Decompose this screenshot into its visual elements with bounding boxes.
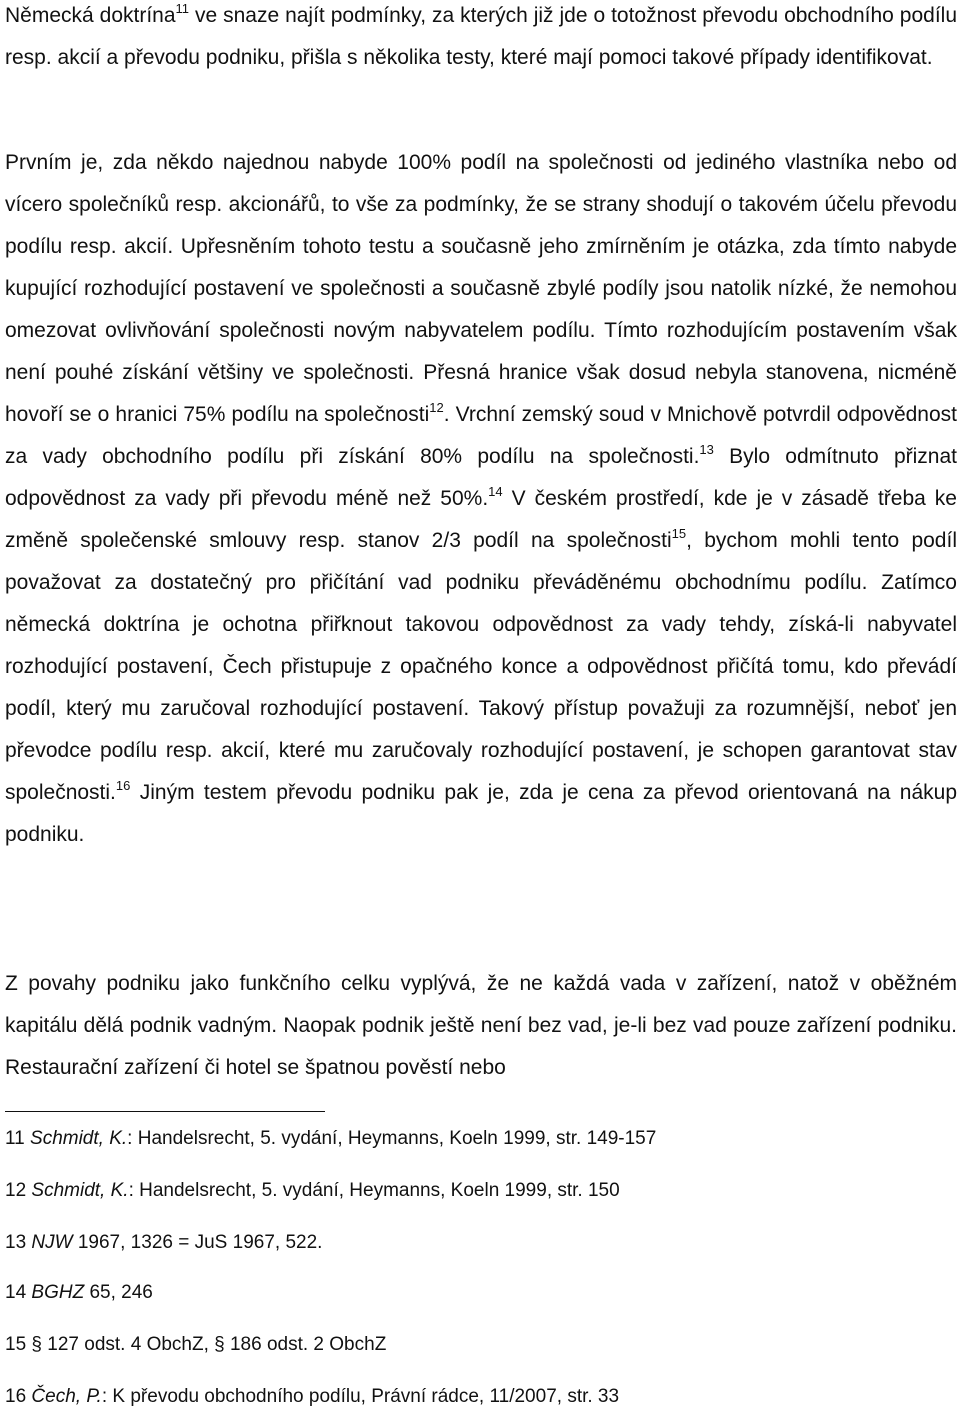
- footnote-author: NJW: [31, 1232, 73, 1253]
- footnote-text: § 127 odst. 4 ObchZ, § 186 odst. 2 ObchZ: [31, 1334, 387, 1355]
- footnote-14: [5, 1281, 153, 1305]
- footnote-text: : Handelsrecht, 5. vydání, Heymanns, Koeln 1999, str. 150: [128, 1180, 620, 1201]
- paragraph-enterprise-defects: [5, 963, 957, 1089]
- footnote-number: 11: [5, 1128, 25, 1149]
- footnote-number: 12: [5, 1180, 27, 1201]
- p1-text-a: Německá doktrína: [5, 4, 176, 27]
- footnote-text: 1967, 1326 = JuS 1967, 522.: [72, 1232, 323, 1253]
- footnote-ref-15[interactable]: 15: [671, 526, 687, 541]
- footnote-text: : Handelsrecht, 5. vydání, Heymanns, Koeln 1999, str. 149-157: [127, 1128, 657, 1149]
- footnote-13: [5, 1231, 322, 1255]
- footnote-12: [5, 1179, 620, 1203]
- p1-text-b: ve snaze najít podmínky, za kterých již jde o totožnost převodu obchodního podílu resp. akcií a převodu podniku, přišla s několika testy, které mají pomoci takové případy identifikovat.: [5, 4, 957, 69]
- footnote-author: Schmidt, K.: [30, 1128, 128, 1149]
- p2-text-f: Jiným testem převodu podniku pak je, zda je cena za převod orientovaná na nákup podniku.: [5, 781, 957, 846]
- footnote-ref-13[interactable]: 13: [699, 442, 714, 457]
- p2-text-a: Prvním je, zda někdo najednou nabyde 100% podíl na společnosti od jediného vlastníka nebo od vícero společníků resp. akcionářů, to vše za podmínky, že se strany shodují o takovém účelu převodu podílu resp. akcií. Upřesněním tohoto testu a současně jeho zmírněním je otázka, zda tímto nabyde kupující rozhodující postavení ve společnosti a současně zbylé podíly jsou natolik nízké, že nemohou omezovat ovlivňování společnosti novým nabyvatelem podílu. Tímto rozhodujícím postavením však není pouhé získání většiny ve společnosti. Přesná hranice však dosud nebyla stanovena, nicméně hovoří se o hranici 75% podílu na společnosti: [5, 151, 957, 426]
- footnote-ref-12[interactable]: 12: [429, 400, 444, 415]
- footnote-ref-14[interactable]: 14: [488, 484, 503, 499]
- footnote-author: Čech, P.: [31, 1386, 102, 1407]
- footnote-15: [5, 1333, 386, 1357]
- footnote-ref-16[interactable]: 16: [115, 778, 131, 793]
- footnote-author: Schmidt, K.: [31, 1180, 129, 1201]
- footnote-number: 13: [5, 1232, 27, 1253]
- p2-text-d: V českém prostředí, kde je v zásadě třeba ke změně společenské smlouvy resp. stanov 2/3 podíl na společnosti: [5, 487, 957, 552]
- footnote-text: 65, 246: [84, 1282, 153, 1303]
- footnote-text: : K převodu obchodního podílu, Právní rádce, 11/2007, str. 33: [101, 1386, 620, 1407]
- paragraph-doctrine-intro: [5, 0, 957, 79]
- footnote-ref-11[interactable]: 11: [175, 1, 190, 16]
- footnote-number: 14: [5, 1282, 27, 1303]
- footnote-11: [5, 1127, 656, 1151]
- p2-text-c: Bylo odmítnuto přiznat odpovědnost za vady při převodu méně než 50%.: [5, 445, 958, 510]
- footnote-number: 16: [5, 1386, 27, 1407]
- footnote-16: [5, 1385, 619, 1409]
- p2-text-b: . Vrchní zemský soud v Mnichově potvrdil odpovědnost za vady obchodního podílu při získání 80% podílu na společnosti.: [5, 403, 957, 468]
- p3-text-a: Z povahy podniku jako funkčního celku vyplývá, že ne každá vada v zařízení, natož v oběžném kapitálu dělá podnik vadným. Naopak podnik ještě není bez vad, je-li bez vad pouze zařízení podniku. Restaurační zařízení či hotel se špatnou pověstí nebo: [5, 972, 957, 1079]
- footnote-author: BGHZ: [31, 1282, 85, 1303]
- paragraph-first-test: [5, 142, 957, 856]
- footnote-separator: [5, 1111, 325, 1112]
- p2-text-e: , bychom mohli tento podíl považovat za dostatečný pro přičítání vad podniku převáděnému obchodnímu podílu. Zatímco německá doktrína je ochotna přiřknout takovou odpovědnost za vady tehdy, získá-li nabyvatel rozhodující postavení, Čech přistupuje z opačného konce a odpovědnost přičítá tomu, kdo převádí podíl, který mu zaručoval rozhodující postavení. Takový přístup považuji za rozumnější, neboť jen převodce podílu resp. akcií, které mu zaručovaly rozhodující postavení, je schopen garantovat stav společnosti.: [5, 529, 957, 804]
- footnote-number: 15: [5, 1334, 27, 1355]
